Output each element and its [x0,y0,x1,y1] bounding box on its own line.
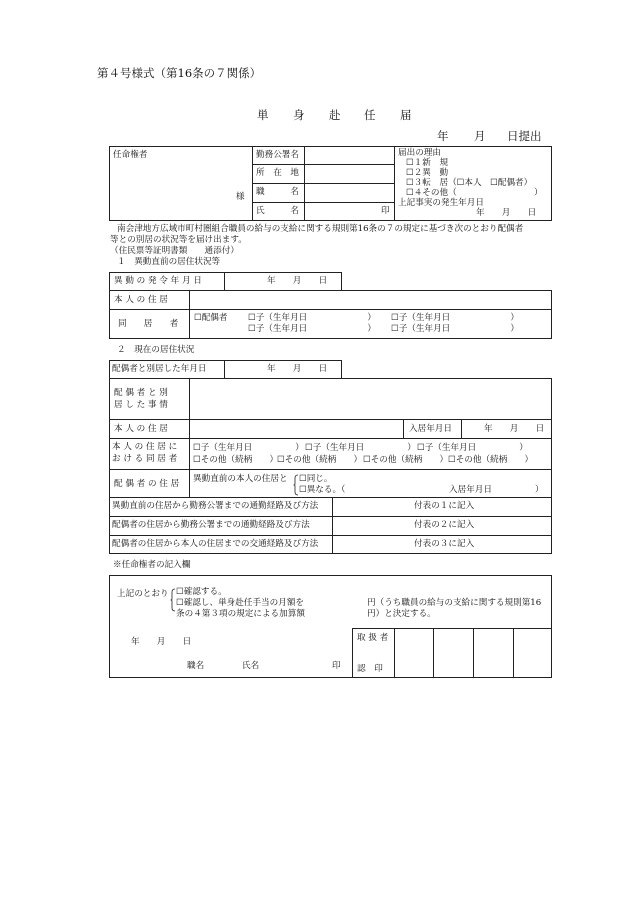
transfer-date-value: 年 月 日 [267,276,328,286]
cohabit-child-1[interactable]: ☐子（生年月日 ） [248,313,377,323]
confirm-line-3: 条の４第３項の規定による加算額 [176,609,305,619]
separated-date-value: 年 月 日 [267,364,328,374]
title-char-5: 届 [400,108,412,122]
cohabit-child-2[interactable]: ☐子（生年月日 ） [391,313,520,323]
cohabit-child-3[interactable]: ☐子（生年月日 ） [248,324,377,334]
circumstances-label-2: 居 し た 事 情 [114,400,168,410]
current-other-2[interactable]: ☐その他（続柄 ） [277,455,363,465]
current-child-2[interactable]: ☐子（生年月日 ） [305,443,416,453]
submit-month: 月 [474,129,486,143]
submit-year: 年 [437,129,449,143]
current-other-3[interactable]: ☐その他（続柄 ） [363,455,449,465]
separated-date-label: 配偶者と別居した年月日 [112,364,207,374]
move-in-value: 年 月 日 [484,424,545,434]
confirm-option-2[interactable]: ☐確認し、単身赴任手当の月額を [176,598,305,608]
handler-label: 取 扱 者 [357,633,389,643]
current-cohabit-label-1: 本 人 の 住 居 に [112,442,178,452]
decision-date: 年 月 日 [131,637,192,647]
residence-label: 本 人 の 住 居 [114,295,168,305]
intro-line-3: （住民票等証明書類 通添付） [110,246,239,256]
spouse-same-option[interactable]: ☐同じ。 [299,474,333,484]
reason-relocation[interactable]: ☐３転 居（☐本人 ☐配偶者） [406,178,533,188]
current-cohabit-label-2: お け る 同 居 者 [112,454,178,464]
current-other-1[interactable]: ☐その他（続柄 ） [193,455,279,465]
name-seal: 印 [381,206,390,216]
route3-label: 配偶者の住居から本人の住居までの交通経路及び方法 [112,539,319,549]
submit-day: 日提出 [507,129,542,143]
route2-value: 付表の２に記入 [414,520,475,530]
current-other-4[interactable]: ☐その他（続柄 ） [448,455,534,465]
intro-line-1: 南会津地方広域市町村圏組合職員の給与の支給に関する規則第16条の７の規定に基づき次のとおり配偶者 [117,224,524,234]
spouse-move-in: 入居年月日 ） [449,485,544,495]
occurred-date: 年 月 日 [476,208,537,218]
confirm-prefix: 上記のとおり [117,589,169,599]
reason-new[interactable]: ☐１新 規 [406,158,449,168]
route3-value: 付表の３に記入 [414,539,475,549]
cohabit-child-4[interactable]: ☐子（生年月日 ） [391,324,520,334]
approval-label: 認 印 [357,664,383,674]
form-number: 第４号様式（第16条の７関係） [97,66,262,80]
decision-seal: 印 [332,661,341,671]
route2-label: 配偶者の住居から勤務公署までの通勤経路及び方法 [112,520,310,530]
title-char-1: 単 [257,108,269,122]
reason-title: 届出の理由 [398,148,441,158]
transfer-date-label: 異 動 の 発 令 年 月 日 [114,276,202,286]
amount-line-1: 円（うち職員の給与の支給に関する規則第16 [367,598,542,608]
workplace-label: 勤務公署名 [256,150,299,160]
name-label: 氏 名 [256,206,299,216]
confirm-option-1[interactable]: ☐確認する。 [176,587,227,597]
route1-value: 付表の１に記入 [414,501,475,511]
spouse-residence-label: 配 偶 者 の 住 居 [114,479,180,489]
reason-other[interactable]: ☐４その他（ ） [406,188,543,198]
current-child-3[interactable]: ☐子（生年月日 ） [417,443,528,453]
sama-label: 様 [236,192,245,202]
circumstances-label-1: 配 偶 者 と 別 [114,388,168,398]
amount-line-2: 円）と決定する。 [367,609,436,619]
current-residence-label: 本 人 の 住 居 [114,424,168,434]
current-child-1[interactable]: ☐子（生年月日 ） [193,443,304,453]
spouse-different-option[interactable]: ☐異なる。（ [299,485,346,495]
title-char-2: 身 [293,108,305,122]
location-label: 所 在 地 [256,168,299,178]
cohabit-spouse[interactable]: ☐配偶者 [194,313,228,323]
decision-name: 氏名 [242,661,260,671]
title-char-3: 赴 [329,108,341,122]
appointer-label: 任命権者 [113,150,148,160]
intro-line-2: 等との別居の状況等を届け出ます。 [110,235,247,245]
title-char-4: 任 [364,108,376,122]
position-label: 職 名 [256,187,299,197]
spouse-residence-text: 異動直前の本人の住居と [193,474,288,484]
occurred-label: 上記事実の発生年月日 [398,198,484,208]
section1-heading: １ 異動直前の居住状況等 [117,257,221,267]
move-in-label: 入居年月日 [409,424,452,434]
section2-heading: ２ 現在の居住状況 [117,345,195,355]
route1-label: 異動直前の住居から勤務公署までの通勤経路及び方法 [112,501,319,511]
decision-position: 職名 [187,661,205,671]
section3-heading: ※任命権者の記入欄 [113,560,191,570]
reason-transfer[interactable]: ☐２異 動 [406,168,449,178]
cohabit-label: 同 居 者 [118,319,179,329]
